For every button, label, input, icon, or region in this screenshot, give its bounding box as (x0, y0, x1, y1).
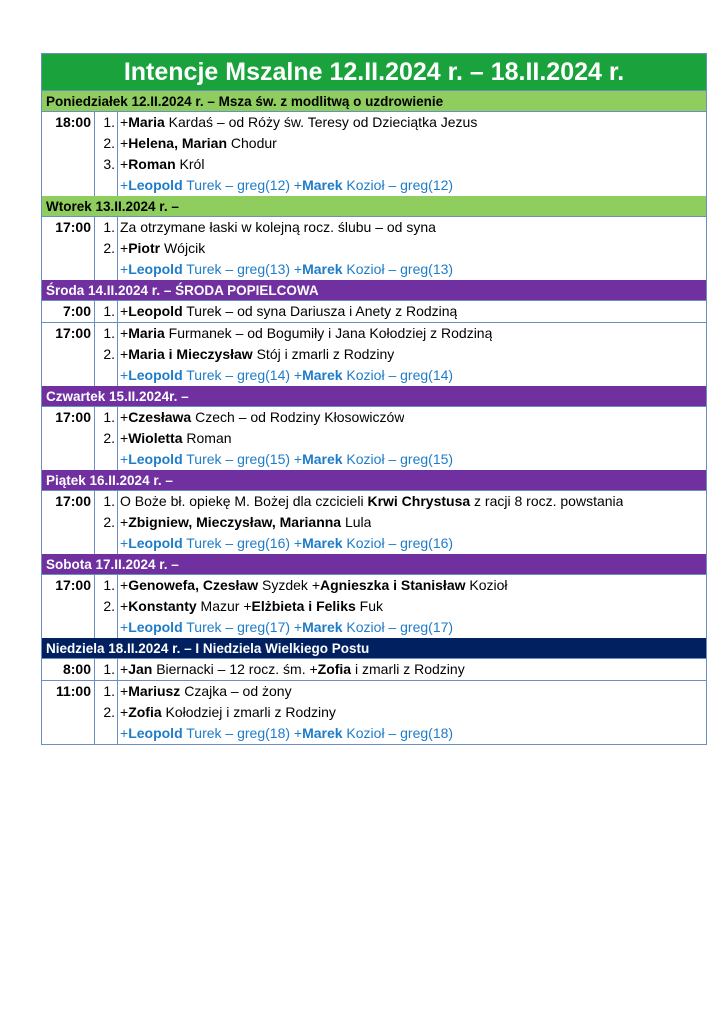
intention-lines (95, 217, 706, 280)
intention-text (118, 112, 477, 133)
mass-slot (42, 575, 706, 638)
intention-name: Jan (128, 661, 153, 677)
intention-text (118, 175, 453, 196)
day-section (42, 196, 706, 280)
day-section (42, 638, 706, 744)
intention-number (95, 533, 118, 554)
intention-fragment: Wójcik (160, 240, 206, 256)
intention-line (95, 238, 706, 259)
intention-text (118, 723, 453, 744)
intention-line (95, 596, 706, 617)
gregorian-intention-line (95, 259, 706, 280)
intention-fragment: + (120, 303, 129, 319)
intention-lines (95, 659, 706, 680)
intention-fragment: + (120, 661, 129, 677)
intention-text (118, 659, 465, 680)
day-header: Sobota 17.II.2024 r. – (42, 554, 706, 575)
intention-number: 1. (95, 659, 118, 680)
intention-fragment: + (120, 430, 129, 446)
mass-slot (42, 407, 706, 470)
intention-fragment: + (120, 114, 129, 130)
intention-fragment: Turek – greg(17) + (182, 619, 303, 635)
day-header: Wtorek 13.II.2024 r. – (42, 196, 706, 217)
intention-number: 1. (95, 301, 118, 322)
intention-fragment: Mazur + (196, 598, 252, 614)
intention-fragment: Kozioł – greg(17) (342, 619, 454, 635)
intention-line (95, 407, 706, 428)
intention-number: 1. (95, 112, 118, 133)
mass-time: 17:00 (42, 575, 95, 638)
intention-number: 1. (95, 407, 118, 428)
intention-fragment: i zmarli z Rodziny (351, 661, 465, 677)
intention-fragment: Turek – greg(12) + (182, 177, 303, 193)
intention-name: Krwi Chrystusa (367, 493, 471, 509)
mass-time: 17:00 (42, 323, 95, 386)
intention-name: Maria (128, 114, 165, 130)
day-section (42, 470, 706, 554)
intention-fragment: Kozioł – greg(14) (342, 367, 454, 383)
mass-slot (42, 112, 706, 196)
intention-name: Marek (302, 725, 343, 741)
intention-name: Mariusz (128, 683, 181, 699)
intention-lines (95, 681, 706, 744)
intention-number: 1. (95, 217, 118, 238)
mass-slot (42, 323, 706, 386)
intention-fragment: + (120, 261, 129, 277)
intention-text (118, 133, 277, 154)
intention-name: Czesława (128, 409, 192, 425)
intention-lines (95, 575, 706, 638)
gregorian-intention-line (95, 365, 706, 386)
mass-time: 8:00 (42, 659, 95, 680)
intention-text (118, 617, 453, 638)
intention-name: Elżbieta i Feliks (251, 598, 356, 614)
intention-name: Leopold (128, 261, 183, 277)
intention-name: Leopold (128, 367, 183, 383)
intention-name: Marek (302, 619, 343, 635)
intention-fragment: Turek – greg(16) + (182, 535, 303, 551)
day-header: Poniedziałek 12.II.2024 r. – Msza św. z modlitwą o uzdrowienie (42, 91, 706, 112)
intention-line (95, 323, 706, 344)
mass-time: 17:00 (42, 217, 95, 280)
gregorian-intention-line (95, 175, 706, 196)
mass-time: 18:00 (42, 112, 95, 196)
intention-fragment: z racji 8 rocz. powstania (470, 493, 624, 509)
gregorian-intention-line (95, 533, 706, 554)
gregorian-intention-line (95, 617, 706, 638)
intention-name: Wioletta (128, 430, 183, 446)
intention-line (95, 344, 706, 365)
intention-text (118, 575, 508, 596)
intention-text (118, 449, 453, 470)
intention-name: Marek (302, 261, 343, 277)
intention-number (95, 365, 118, 386)
intention-text (118, 512, 371, 533)
intention-fragment: + (120, 177, 129, 193)
intention-fragment: + (120, 409, 129, 425)
intention-fragment: + (120, 367, 129, 383)
intention-lines (95, 112, 706, 196)
intention-number: 2. (95, 428, 118, 449)
intention-fragment: Fuk (355, 598, 383, 614)
intention-text (118, 491, 623, 512)
intention-text (118, 533, 453, 554)
day-header: Niedziela 18.II.2024 r. – I Niedziela Wielkiego Postu (42, 638, 706, 659)
intention-fragment: Turek – greg(13) + (182, 261, 303, 277)
day-section (42, 280, 706, 386)
intention-number (95, 617, 118, 638)
mass-time: 11:00 (42, 681, 95, 744)
intention-fragment: Furmanek – od Bogumiły i Jana Kołodziej z Rodziną (164, 325, 493, 341)
intention-fragment: Turek – greg(14) + (182, 367, 303, 383)
intention-fragment: Turek – greg(15) + (182, 451, 303, 467)
intention-number: 1. (95, 323, 118, 344)
intention-fragment: Turek – od syna Dariusza i Anety z Rodziną (182, 303, 458, 319)
intention-number: 1. (95, 681, 118, 702)
intention-name: Helena, Marian (128, 135, 228, 151)
mass-time: 17:00 (42, 407, 95, 470)
intention-fragment: Kozioł – greg(15) (342, 451, 454, 467)
intention-text (118, 323, 492, 344)
intention-line (95, 301, 706, 322)
days-container (42, 91, 706, 744)
intention-text (118, 301, 457, 322)
intention-name: Leopold (128, 725, 183, 741)
intention-fragment: + (120, 725, 129, 741)
intention-fragment: Kozioł – greg(18) (342, 725, 454, 741)
intention-fragment: Syzdek + (258, 577, 320, 593)
intention-name: Leopold (128, 619, 183, 635)
intention-line (95, 659, 706, 680)
intention-line (95, 217, 706, 238)
day-section (42, 554, 706, 638)
intention-fragment: Kołodziej i zmarli z Rodziny (161, 704, 336, 720)
intention-fragment: Za otrzymane łaski w kolejną rocz. ślubu – od syna (120, 219, 436, 235)
intention-fragment: + (120, 598, 129, 614)
intention-text (118, 702, 336, 723)
intention-text (118, 407, 404, 428)
mass-slot (42, 217, 706, 280)
intention-number: 2. (95, 702, 118, 723)
intention-lines (95, 491, 706, 554)
intention-name: Agnieszka i Stanisław (320, 577, 466, 593)
day-header: Czwartek 15.II.2024r. – (42, 386, 706, 407)
intention-text (118, 365, 453, 386)
intention-name: Leopold (128, 177, 183, 193)
gregorian-intention-line (95, 723, 706, 744)
intention-name: Roman (128, 156, 176, 172)
intention-fragment: + (120, 346, 129, 362)
intention-lines (95, 407, 706, 470)
intention-fragment: Czech – od Rodziny Kłosowiczów (191, 409, 405, 425)
intention-number: 2. (95, 512, 118, 533)
intention-line (95, 681, 706, 702)
intention-text (118, 681, 292, 702)
intention-name: Marek (302, 451, 343, 467)
intention-lines (95, 323, 706, 386)
intention-fragment: + (120, 135, 129, 151)
intention-number (95, 175, 118, 196)
mass-time: 7:00 (42, 301, 95, 322)
mass-time: 17:00 (42, 491, 95, 554)
intention-text (118, 344, 394, 365)
intention-fragment: + (120, 619, 129, 635)
intention-line (95, 512, 706, 533)
day-header: Środa 14.II.2024 r. – ŚRODA POPIELCOWA (42, 280, 706, 301)
intentions-table (41, 53, 707, 745)
intention-line (95, 133, 706, 154)
intention-fragment: Kardaś – od Róży św. Teresy od Dzieciątka Jezus (164, 114, 478, 130)
intention-name: Leopold (128, 303, 183, 319)
intention-fragment: Chodur (227, 135, 277, 151)
intention-name: Maria (128, 325, 165, 341)
gregorian-intention-line (95, 449, 706, 470)
intention-fragment: + (120, 577, 129, 593)
intention-text (118, 238, 205, 259)
day-section (42, 91, 706, 196)
intention-line (95, 575, 706, 596)
mass-slot (42, 491, 706, 554)
intention-text (118, 259, 453, 280)
intention-number (95, 449, 118, 470)
intention-text (118, 154, 204, 175)
intention-line (95, 428, 706, 449)
intention-fragment: Roman (182, 430, 232, 446)
intention-line (95, 702, 706, 723)
intention-text (118, 428, 232, 449)
mass-slot (42, 301, 706, 323)
intention-fragment: Stój i zmarli z Rodziny (252, 346, 395, 362)
intention-name: Zofia (317, 661, 352, 677)
intention-name: Konstanty (128, 598, 197, 614)
page-title: Intencje Mszalne 12.II.2024 r. – 18.II.2024 r. (42, 54, 706, 91)
day-section (42, 386, 706, 470)
intention-number: 2. (95, 238, 118, 259)
intention-fragment: + (120, 240, 129, 256)
intention-number: 1. (95, 491, 118, 512)
intention-number: 3. (95, 154, 118, 175)
intention-line (95, 112, 706, 133)
intention-fragment: + (120, 451, 129, 467)
intention-name: Piotr (128, 240, 161, 256)
intention-fragment: Król (175, 156, 205, 172)
intention-number: 1. (95, 575, 118, 596)
intention-number (95, 259, 118, 280)
intention-fragment: + (120, 325, 129, 341)
intention-name: Genowefa, Czesław (128, 577, 259, 593)
intention-fragment: O Boże bł. opiekę M. Bożej dla czcicieli (120, 493, 368, 509)
day-header: Piątek 16.II.2024 r. – (42, 470, 706, 491)
intention-name: Maria i Mieczysław (128, 346, 253, 362)
intention-name: Leopold (128, 451, 183, 467)
intention-fragment: Kozioł – greg(13) (342, 261, 454, 277)
intention-line (95, 491, 706, 512)
intention-fragment: Kozioł – greg(16) (342, 535, 454, 551)
intention-name: Leopold (128, 535, 183, 551)
intention-lines (95, 301, 706, 322)
intention-number: 2. (95, 133, 118, 154)
intention-fragment: + (120, 156, 129, 172)
intention-fragment: Kozioł (465, 577, 508, 593)
intention-fragment: Lula (341, 514, 372, 530)
intention-fragment: + (120, 683, 129, 699)
intention-fragment: Turek – greg(18) + (182, 725, 303, 741)
intention-fragment: Kozioł – greg(12) (342, 177, 454, 193)
intention-name: Marek (302, 367, 343, 383)
intention-text (118, 596, 383, 617)
intention-name: Zofia (128, 704, 162, 720)
intention-line (95, 154, 706, 175)
intention-number: 2. (95, 344, 118, 365)
intention-fragment: Biernacki – 12 rocz. śm. + (152, 661, 318, 677)
intention-fragment: + (120, 535, 129, 551)
intention-text (118, 217, 436, 238)
mass-slot (42, 681, 706, 744)
intention-fragment: + (120, 704, 129, 720)
intention-name: Marek (302, 177, 343, 193)
intention-fragment: Czajka – od żony (180, 683, 292, 699)
intention-number: 2. (95, 596, 118, 617)
intention-name: Marek (302, 535, 343, 551)
intention-number (95, 723, 118, 744)
mass-slot (42, 659, 706, 681)
intention-name: Zbigniew, Mieczysław, Marianna (128, 514, 342, 530)
intention-fragment: + (120, 514, 129, 530)
